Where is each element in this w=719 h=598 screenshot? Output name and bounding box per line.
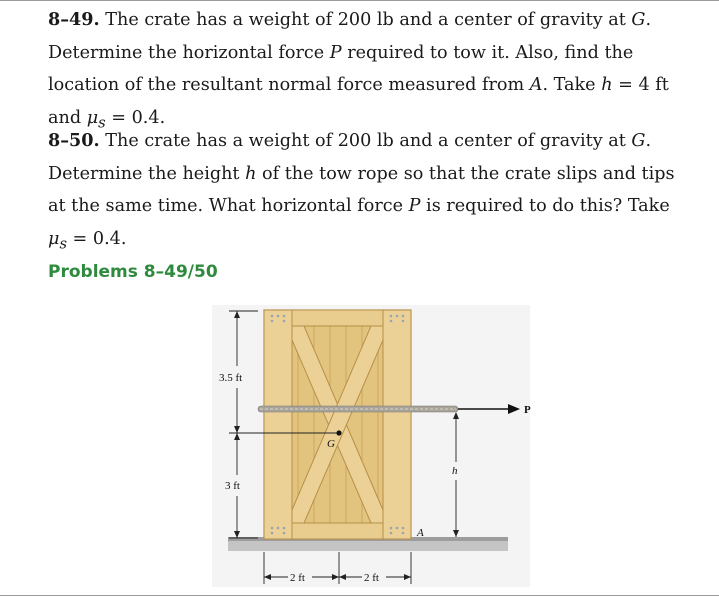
dim-right-width-label: 2 ft (364, 572, 379, 584)
crate (264, 310, 411, 539)
problem-number: 8–49. (48, 9, 100, 30)
dim-top-label: 3.5 ft (219, 372, 243, 384)
bottom-border (0, 595, 719, 596)
dim-bottom-label: 3 ft (225, 480, 240, 492)
tow-rope (258, 406, 458, 412)
label-g: G (327, 438, 335, 450)
figure-caption: Problems 8–49/50 (48, 262, 218, 282)
center-of-gravity-dot (336, 430, 341, 435)
problem-number: 8–50. (48, 130, 100, 151)
problem-8-49: 8–49. The crate has a weight of 200 lb and a center of gravity at G. Determine the horizontal force P required to tow it. Also, find the location of the resultant normal force measured from A. Take h = 4 ft and $\mu_s = 0.4$. (48, 9, 669, 132)
label-a: A (417, 527, 424, 539)
label-p: P (524, 404, 531, 416)
label-h: h (452, 465, 458, 477)
dim-left-width-label: 2 ft (290, 572, 305, 584)
problem-8-50: 8–50. The crate has a weight of 200 lb and a center of gravity at G. Determine the height h of the tow rope so that the crate slips and tips at the same time. What horizontal force P is required to do this? Take $\mu_s = 0.4$. (48, 130, 675, 253)
